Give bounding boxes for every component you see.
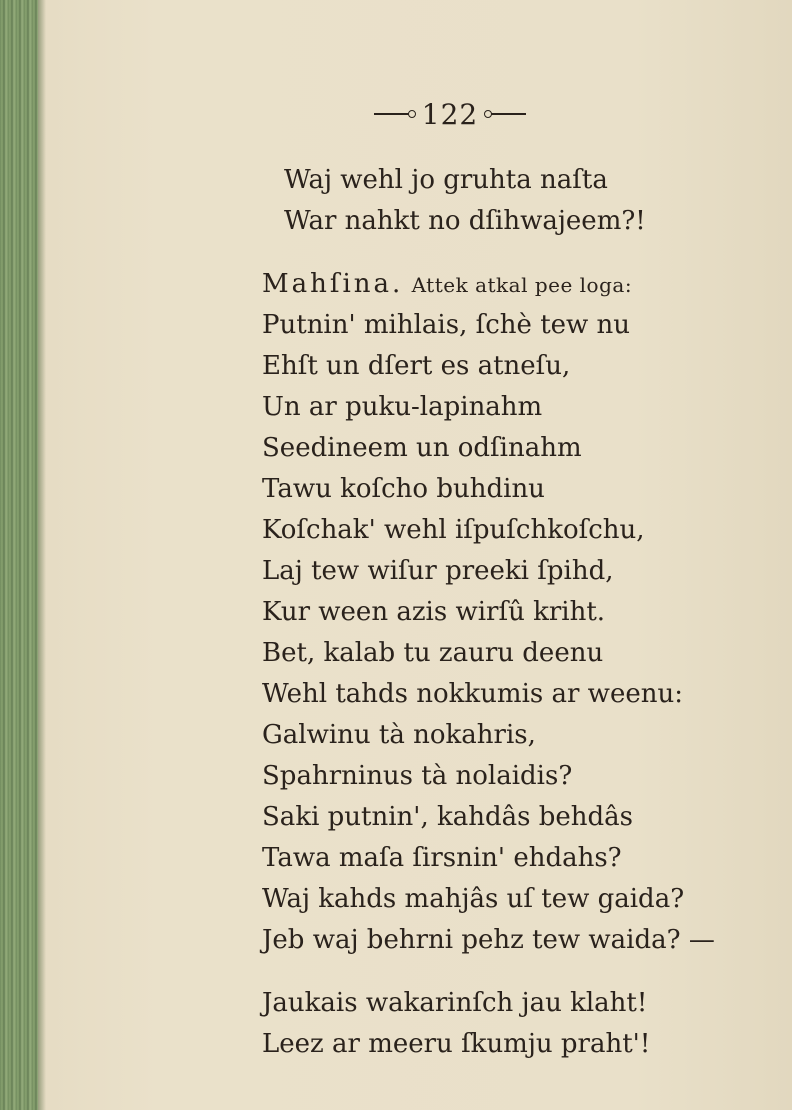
poem-line: Galwinu tà nokahris, bbox=[262, 720, 536, 750]
speaker-name: Mahſina. bbox=[262, 269, 404, 299]
speaker-line bbox=[262, 264, 702, 305]
poem-line: Tawu koſcho buhdinu bbox=[262, 474, 545, 504]
poem-line: Waj wehl jo gruhta naſta bbox=[284, 165, 608, 195]
stanza-gap bbox=[262, 242, 702, 264]
poem-line: Jaukais wakarinſch jau klaht! bbox=[262, 988, 648, 1018]
book-spine bbox=[0, 0, 38, 1110]
poem-line: Un ar puku-lapinahm bbox=[262, 392, 543, 422]
poem-line: Seedineem un odſinahm bbox=[262, 433, 582, 463]
spine-shadow bbox=[38, 0, 46, 1110]
poem-line: Wehl tahds nokkumis ar weenu: bbox=[262, 679, 683, 709]
poem-line: Tawa maſa ſirsnin' ehdahs? bbox=[262, 843, 622, 873]
header-ornament-left bbox=[374, 113, 412, 115]
poem-line: Saki putnin', kahdâs behdâs bbox=[262, 802, 633, 832]
poem-line: Koſchak' wehl iſpuſchkoſchu, bbox=[262, 515, 645, 545]
poem-line: War nahkt no dſihwajeem?! bbox=[284, 206, 646, 236]
stanza-gap bbox=[262, 961, 702, 983]
page-number: 122 bbox=[421, 97, 479, 131]
page-header bbox=[350, 96, 550, 132]
poem-line: Kur ween azis wirſû kriht. bbox=[262, 597, 606, 627]
poem-line: Ehſt un dſert es atneſu, bbox=[262, 351, 571, 381]
poem-line: Waj kahds mahjâs uſ tew gaida? bbox=[262, 884, 685, 914]
poem-text bbox=[262, 160, 715, 1065]
poem-line: Jeb waj behrni pehz tew waida? — bbox=[262, 925, 715, 955]
header-ornament-right bbox=[488, 113, 526, 115]
poem-line: Putnin' mihlais, ſchè tew nu bbox=[262, 310, 631, 340]
poem-line: Bet, kalab tu zauru deenu bbox=[262, 638, 604, 668]
poem-line: Leez ar meeru ſkumju praht'! bbox=[262, 1029, 651, 1059]
poem-line: Spahrninus tà nolaidis? bbox=[262, 761, 573, 791]
stage-direction: Attek atkal pee loga: bbox=[411, 273, 633, 297]
poem-line: Laj tew wiſur preeki ſpihd, bbox=[262, 556, 614, 586]
